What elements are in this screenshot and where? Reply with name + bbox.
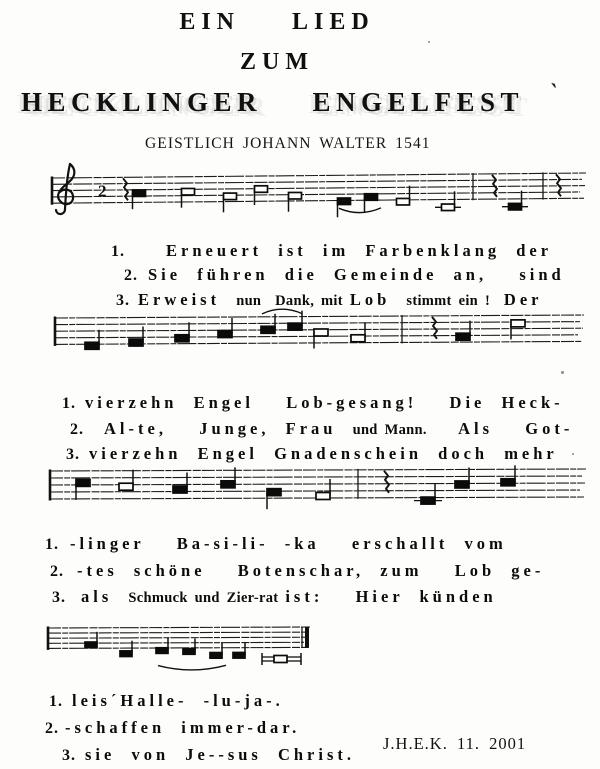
staff-4 <box>48 627 310 670</box>
verse-number: 3. <box>62 747 76 764</box>
verse-number: 2. <box>50 563 64 580</box>
final-barline-thick <box>305 627 309 648</box>
lyric-segment: Der <box>503 290 543 309</box>
note-hollow <box>314 329 328 336</box>
lyric-text <box>89 446 558 463</box>
lyric-line-4-3 <box>46 727 355 769</box>
verse-number: 1. <box>62 395 76 412</box>
lyric-text <box>85 747 355 764</box>
note-hollow <box>182 188 195 195</box>
lyric-segment: -schaffen immer-dar. <box>65 718 301 737</box>
lyric-segment: -linger Ba-si-li- -ka erschallt vom <box>70 534 507 553</box>
staff-1 <box>52 164 586 217</box>
title-line-2: ZUM <box>240 49 314 75</box>
lyric-segment: stimmt ein ! <box>406 293 504 309</box>
lyric-segment: Hier künden <box>355 587 497 606</box>
rest <box>492 175 497 197</box>
treble-clef-icon <box>56 209 65 214</box>
slur <box>339 208 381 213</box>
lyric-segment: nun Dank, mit <box>236 293 350 309</box>
verse-number: 3. <box>66 446 80 463</box>
lyric-segment: Schmuck und Zier-rat <box>128 590 286 606</box>
staff-line <box>52 179 582 184</box>
lyric-text <box>138 292 543 309</box>
lyric-line-1-3 <box>100 272 543 328</box>
staff-line <box>48 627 310 628</box>
note-filled <box>267 489 281 496</box>
verse-number: 3. <box>52 589 66 606</box>
note-filled <box>133 190 146 197</box>
verse-number: 2. <box>124 267 138 284</box>
lyric-segment: und Mann. <box>352 422 427 438</box>
note-hollow <box>351 335 365 342</box>
lyric-segment: vierzehn Engel Lob-gesang! Die Heck- <box>85 393 564 412</box>
lyric-segment: sie von Je--sus Christ. <box>85 745 356 764</box>
title-line-1: EIN LIED <box>179 9 375 35</box>
lyric-line-3-3 <box>36 569 497 625</box>
note-filled <box>85 642 97 648</box>
staff-line <box>52 173 586 178</box>
staff-line <box>48 632 306 633</box>
verse-number: 3. <box>116 292 130 309</box>
verse-number: 1. <box>45 536 59 553</box>
staff-line <box>48 637 309 638</box>
verse-number: 2. <box>45 720 59 737</box>
note-hollow <box>224 193 237 200</box>
time-signature: 2 <box>98 181 107 201</box>
note-filled <box>85 342 99 349</box>
note-filled <box>338 198 351 205</box>
note-hollow <box>397 198 410 205</box>
lyric-segment: Sie führen die Gemeinde an, sind <box>148 265 565 284</box>
note-filled <box>218 331 232 338</box>
verse-number: 1. <box>49 693 63 710</box>
note-hollow <box>316 492 330 499</box>
note-filled <box>156 648 168 654</box>
slur <box>158 665 226 670</box>
verse-number: 1. <box>111 243 125 260</box>
scan-speckle <box>561 371 564 374</box>
lyric-segment: ist: <box>285 587 356 606</box>
lyric-segment: Erneuert ist im Farbenklang der <box>166 241 553 260</box>
signature-date: J.H.E.K. 11. 2001 <box>383 734 527 753</box>
longa-note <box>274 656 287 663</box>
subtitle-attribution: GEISTLICH JOHANN WALTER 1541 <box>145 135 431 152</box>
note-filled <box>175 335 189 342</box>
staff-line <box>52 192 580 197</box>
verse-number: 2. <box>70 421 84 438</box>
lyric-segment: Lob <box>349 290 407 309</box>
scan-speckle <box>428 41 430 43</box>
lyric-segment: leis´Halle- -lu-ja-. <box>72 691 284 710</box>
scan-tick-mark: ˋ <box>545 79 560 107</box>
lyric-segment: als <box>81 587 129 606</box>
lyric-segment: Als Got- <box>426 419 574 438</box>
note-filled <box>129 339 143 346</box>
lyric-line-2-3 <box>50 426 558 482</box>
note-filled <box>455 481 469 488</box>
lyric-segment: Al-te, Junge, Frau <box>104 419 353 438</box>
rest <box>556 174 561 196</box>
note-filled <box>233 652 245 658</box>
lyric-text <box>81 589 497 606</box>
scan-speckle <box>572 453 574 455</box>
note-filled <box>421 497 435 504</box>
note-hollow <box>255 186 268 193</box>
lyric-segment: -tes schöne Botenschar, zum Lob ge- <box>77 561 545 580</box>
note-filled <box>120 651 132 657</box>
rest <box>123 178 128 200</box>
note-filled <box>509 203 522 210</box>
note-hollow <box>442 204 455 211</box>
note-filled <box>210 653 222 659</box>
lyric-segment: vierzehn Engel Gnadenschein doch mehr <box>89 444 558 463</box>
note-filled <box>183 649 195 655</box>
note-hollow <box>289 192 302 199</box>
note-hollow <box>119 483 133 490</box>
note-filled <box>456 333 470 340</box>
note-filled <box>173 486 187 493</box>
title-line-3: HECKLINGER ENGELFEST <box>20 87 525 117</box>
treble-clef-icon <box>65 164 70 209</box>
lyric-segment: Erweist <box>138 290 237 309</box>
note-filled <box>365 194 378 201</box>
